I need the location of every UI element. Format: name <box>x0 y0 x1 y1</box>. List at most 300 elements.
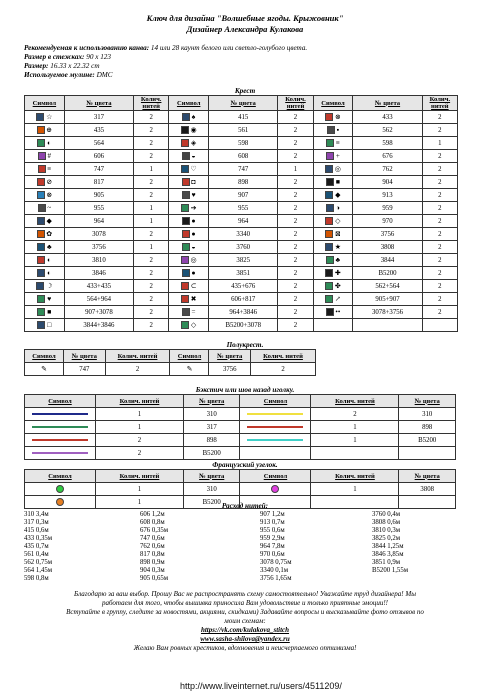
color-swatch <box>325 165 333 173</box>
cross-row <box>25 319 458 332</box>
color-swatch <box>37 139 45 147</box>
color-number: 3760 <box>209 241 278 254</box>
color-swatch <box>37 230 45 238</box>
half-header-cell: № цвета <box>63 350 105 363</box>
back-count: 2 <box>96 434 184 447</box>
color-swatch <box>37 217 45 225</box>
color-swatch <box>181 282 189 290</box>
thread-count: 2 <box>422 215 457 228</box>
color-swatch <box>182 230 190 238</box>
color-swatch <box>181 165 189 173</box>
thread-count: 2 <box>134 124 169 137</box>
thread-count: 1 <box>134 163 169 176</box>
half-header-cell: № цвета <box>209 350 251 363</box>
half-value: 3756 <box>209 363 251 376</box>
color-number: 415 <box>209 111 278 124</box>
color-swatch <box>38 204 46 212</box>
stitch-symbol: ◐ <box>47 255 52 264</box>
symbol-cell <box>169 280 209 293</box>
color-number: 3756 <box>353 228 422 241</box>
symbol-cell <box>25 254 65 267</box>
color-number: 955 <box>64 202 133 215</box>
stitch-symbol: ☆ <box>46 112 53 121</box>
thread-usage-entry: 3340 0,1м <box>260 567 289 574</box>
cross-header-cell: Символ <box>313 96 353 111</box>
color-number: 564+964 <box>64 293 133 306</box>
stitch-symbol: ≡ <box>47 164 52 173</box>
color-swatch <box>38 152 46 160</box>
back-count: 1 <box>311 434 399 447</box>
color-swatch <box>182 243 190 251</box>
thread-usage-entry: 959 2,9м <box>260 535 285 542</box>
thread-usage-entry: 561 0,4м <box>24 551 49 558</box>
back-count <box>311 447 399 460</box>
symbol-cell <box>25 137 65 150</box>
stitch-symbol: ⊘ <box>46 177 53 186</box>
half-section-title: Полукрест. <box>226 341 264 349</box>
symbol-cell <box>313 137 353 150</box>
thread-count: 2 <box>422 241 457 254</box>
thread-count: 2 <box>278 215 313 228</box>
thread-usage-entry: 907 1,2м <box>260 511 285 518</box>
color-swatch <box>325 282 333 290</box>
back-symbol <box>25 447 96 460</box>
cross-header-cell: Символ <box>169 96 209 111</box>
symbol-cell <box>313 267 353 280</box>
thread-count: 1 <box>134 215 169 228</box>
thread-count: 2 <box>134 176 169 189</box>
color-swatch <box>36 282 44 290</box>
color-swatch <box>326 256 334 264</box>
color-number: 904 <box>353 176 422 189</box>
stitch-symbol: ◑ <box>335 203 340 212</box>
backstitch-line <box>247 439 303 441</box>
color-swatch <box>325 191 333 199</box>
thread-count: 2 <box>422 111 457 124</box>
thread-count: 2 <box>134 293 169 306</box>
color-number: 3078 <box>64 228 133 241</box>
backstitch-line <box>32 452 88 454</box>
thread-usage-entry: 310 3,4м <box>24 511 49 518</box>
stitch-symbol: ⊗ <box>46 190 53 199</box>
color-number: 3844+3846 <box>64 319 133 332</box>
symbol-cell <box>25 202 65 215</box>
symbol-cell <box>25 215 65 228</box>
back-number <box>399 447 456 460</box>
cross-row <box>25 202 458 215</box>
color-number: 564 <box>64 137 133 150</box>
symbol-cell <box>25 150 65 163</box>
cross-row <box>25 280 458 293</box>
stitch-symbol: ● <box>191 268 196 277</box>
consume-col-4 <box>372 511 408 575</box>
color-swatch <box>181 139 189 147</box>
stitch-symbol: + <box>335 151 340 160</box>
stitch-symbol: ◐ <box>47 138 52 147</box>
cross-row <box>25 254 458 267</box>
symbol-cell <box>313 150 353 163</box>
color-number: 317 <box>64 111 133 124</box>
color-number: 955 <box>209 202 278 215</box>
backstitch-line <box>247 426 303 428</box>
cross-row <box>25 215 458 228</box>
stitch-symbol: ● <box>191 229 196 238</box>
stitch-symbol: # <box>47 151 51 160</box>
thread-count: 2 <box>278 111 313 124</box>
stitch-symbol: ● <box>191 216 196 225</box>
thread-usage-entry: 676 0,35м <box>140 527 169 534</box>
stitch-symbol: ◇ <box>335 216 341 225</box>
thread-usage-entry: 3810 0,3м <box>372 527 401 534</box>
stitch-symbol: ⊠ <box>334 229 341 238</box>
symbol-cell <box>169 293 209 306</box>
back-row <box>25 421 456 434</box>
color-number: 3844 <box>353 254 422 267</box>
color-swatch <box>37 243 45 251</box>
color-swatch <box>37 295 45 303</box>
back-count: 2 <box>96 447 184 460</box>
symbol-cell <box>169 228 209 241</box>
back-header-cell: № цвета <box>183 395 240 408</box>
thread-usage-entry: 3760 0,4м <box>372 511 401 518</box>
half-value: 2 <box>105 363 170 376</box>
thread-usage-entry: 3844 1,25м <box>372 543 404 550</box>
thread-usage-entry: 317 0,3м <box>24 519 49 526</box>
color-swatch <box>326 204 334 212</box>
thread-usage-entry: 817 0,8м <box>140 551 165 558</box>
thread-count: 2 <box>278 150 313 163</box>
color-number: 676 <box>353 150 422 163</box>
color-swatch <box>181 321 189 329</box>
back-header-cell: № цвета <box>399 395 456 408</box>
color-swatch <box>326 308 334 316</box>
thread-count: 1 <box>278 163 313 176</box>
color-swatch <box>327 126 335 134</box>
color-swatch <box>182 308 190 316</box>
back-number: B5200 <box>399 434 456 447</box>
cross-row <box>25 267 458 280</box>
back-count: 2 <box>311 408 399 421</box>
consume-col-2 <box>140 511 168 583</box>
french-header-cell: № цвета <box>183 470 240 483</box>
stitch-symbol: ♣ <box>46 242 52 251</box>
thread-usage-entry: 964 7,8м <box>260 543 285 550</box>
cross-row <box>25 137 458 150</box>
cross-header-cell: Колич. нитей <box>134 96 169 111</box>
back-header-cell: Колич. нитей <box>311 395 399 408</box>
french-header-cell: № цвета <box>399 470 456 483</box>
symbol-cell <box>313 189 353 202</box>
cross-header-cell: № цвета <box>353 96 422 111</box>
symbol-cell <box>313 254 353 267</box>
thread-usage-entry: 564 1,45м <box>24 567 53 574</box>
color-number: 964+3846 <box>209 306 278 319</box>
thread-count: 2 <box>134 189 169 202</box>
back-symbol <box>240 434 311 447</box>
thread-count: 2 <box>134 280 169 293</box>
symbol-cell <box>313 111 353 124</box>
symbol-cell <box>25 124 65 137</box>
color-number: 435 <box>64 124 133 137</box>
thread-count: 2 <box>422 189 457 202</box>
thread-usage-entry: 747 0,6м <box>140 535 165 542</box>
thread-count: 2 <box>422 202 457 215</box>
color-swatch <box>182 269 190 277</box>
french-row <box>25 483 456 496</box>
cross-header-cell: Символ <box>25 96 65 111</box>
color-number: 964 <box>209 215 278 228</box>
thread-count: 2 <box>278 202 313 215</box>
color-number: 3078+3756 <box>353 306 422 319</box>
symbol-cell <box>313 163 353 176</box>
symbol-cell <box>25 293 65 306</box>
back-header-cell: Символ <box>25 395 96 408</box>
french-number: 3808 <box>399 483 456 496</box>
half-row <box>25 363 316 376</box>
thread-count: 2 <box>278 319 313 332</box>
stitch-symbol: ✖ <box>190 294 197 303</box>
thread-usage-entry: 3078 0,75м <box>260 559 292 566</box>
stitch-symbol: ⊂ <box>190 281 197 290</box>
symbol-cell <box>313 319 353 332</box>
thread-count: 2 <box>278 124 313 137</box>
stitch-symbol: ◒ <box>191 242 196 251</box>
color-number: 3340 <box>209 228 278 241</box>
symbol-cell <box>169 306 209 319</box>
symbol-cell <box>25 163 65 176</box>
color-number: 905+907 <box>353 293 422 306</box>
stitch-symbol: ★ <box>334 242 341 251</box>
half-header-cell: Колич. нитей <box>105 350 170 363</box>
stitch-symbol: ≡ <box>335 138 340 147</box>
thread-count: 2 <box>422 293 457 306</box>
thread-usage-entry: 970 0,6м <box>260 551 285 558</box>
symbol-cell <box>169 124 209 137</box>
color-number: 817 <box>64 176 133 189</box>
symbol-cell <box>25 267 65 280</box>
color-number: 433 <box>353 111 422 124</box>
thread-count: 2 <box>422 267 457 280</box>
stitch-symbol: ◘ <box>191 177 196 186</box>
half-value: 747 <box>63 363 105 376</box>
thread-count: 1 <box>422 137 457 150</box>
back-row <box>25 434 456 447</box>
thread-usage-entry: 562 0,75м <box>24 559 53 566</box>
symbol-cell <box>313 280 353 293</box>
color-number: 762 <box>353 163 422 176</box>
stitch-symbol: ◉ <box>190 125 197 134</box>
half-header-cell: Символ <box>170 350 209 363</box>
thread-count: 2 <box>422 306 457 319</box>
color-swatch <box>182 113 190 121</box>
thread-count: 2 <box>422 150 457 163</box>
stitch-symbol: ♡ <box>190 164 197 173</box>
french-header-cell: Символ <box>25 470 96 483</box>
thread-count: 2 <box>134 267 169 280</box>
symbol-cell <box>169 137 209 150</box>
color-number: 959 <box>353 202 422 215</box>
color-swatch <box>182 217 190 225</box>
stitch-symbol: ◎ <box>334 164 341 173</box>
color-number: 970 <box>353 215 422 228</box>
stitch-symbol: ■ <box>47 307 52 316</box>
symbol-cell <box>313 228 353 241</box>
thread-usage-entry: 3851 0,9м <box>372 559 401 566</box>
color-number: 747 <box>64 163 133 176</box>
color-number: 435+676 <box>209 280 278 293</box>
cross-row <box>25 228 458 241</box>
stitch-symbol: ⊗ <box>334 112 341 121</box>
stitch-symbol: •• <box>335 307 341 316</box>
color-number: 898 <box>209 176 278 189</box>
cross-row <box>25 111 458 124</box>
symbol-cell <box>313 124 353 137</box>
back-number: 898 <box>399 421 456 434</box>
color-swatch <box>38 165 46 173</box>
color-number: 747 <box>209 163 278 176</box>
thread-count: 2 <box>278 241 313 254</box>
symbol-cell <box>169 176 209 189</box>
back-number: 310 <box>183 408 240 421</box>
back-symbol <box>25 421 96 434</box>
thread-count: 2 <box>422 280 457 293</box>
back-count: 1 <box>311 421 399 434</box>
color-swatch <box>326 139 334 147</box>
stitch-symbol: ~ <box>47 203 52 212</box>
back-header-cell: Символ <box>240 395 311 408</box>
cross-section-title: Крест <box>234 87 256 95</box>
thread-usage-entry: 598 0,8м <box>24 575 49 582</box>
stitch-symbol: ✿ <box>46 229 53 238</box>
back-symbol <box>240 447 311 460</box>
back-number: 317 <box>183 421 240 434</box>
stitch-symbol: ☽ <box>46 281 53 290</box>
color-number: 562 <box>353 124 422 137</box>
cross-row <box>25 189 458 202</box>
color-swatch <box>181 126 189 134</box>
color-number: 964 <box>64 215 133 228</box>
back-number: 898 <box>183 434 240 447</box>
back-table <box>24 394 456 460</box>
french-symbol <box>240 483 311 496</box>
stitch-symbol: ■ <box>335 177 340 186</box>
thread-count: 2 <box>422 163 457 176</box>
stitch-symbol: ♥ <box>191 190 196 199</box>
thread-count: 2 <box>134 319 169 332</box>
thread-count: 2 <box>278 254 313 267</box>
cross-row <box>25 241 458 254</box>
thread-count: 2 <box>422 254 457 267</box>
french-header-row <box>25 470 456 483</box>
backstitch-line <box>32 426 88 428</box>
color-number: 3808 <box>353 241 422 254</box>
thread-count: 1 <box>134 241 169 254</box>
back-count: 1 <box>96 408 184 421</box>
color-number: 608 <box>209 150 278 163</box>
thread-usage-entry: 898 0,9м <box>140 559 165 566</box>
thread-count: 2 <box>278 228 313 241</box>
color-number: 3851 <box>209 267 278 280</box>
info-block: Рекомендуемая к использованию канва: 14 или 28 каунт белого или светло-голубого цвета. Размер в стежках: 90 х 123 Размер: 16.33 х 22.32 cm Используемое мулине: DMC <box>24 44 308 79</box>
symbol-cell <box>313 202 353 215</box>
french-knot-dot <box>56 485 64 493</box>
stitch-symbol: ◈ <box>190 138 197 147</box>
color-swatch <box>326 178 334 186</box>
thread-usage-entry: 3808 0,6м <box>372 519 401 526</box>
symbol-cell <box>169 267 209 280</box>
thread-count: 2 <box>134 228 169 241</box>
backstitch-line <box>32 439 88 441</box>
back-symbol <box>240 408 311 421</box>
color-number: 598 <box>209 137 278 150</box>
symbol-cell <box>169 215 209 228</box>
color-swatch <box>325 243 333 251</box>
consume-col-1 <box>24 511 52 583</box>
cross-header-cell: № цвета <box>64 96 133 111</box>
thread-count: 2 <box>422 176 457 189</box>
color-swatch <box>37 178 45 186</box>
thread-usage-entry: 762 0,6м <box>140 543 165 550</box>
stitch-symbol: ◆ <box>46 216 52 225</box>
thread-count: 2 <box>134 111 169 124</box>
color-swatch <box>182 191 190 199</box>
half-header-cell: Символ <box>25 350 64 363</box>
stitch-symbol: ⊕ <box>46 125 53 134</box>
symbol-cell <box>25 319 65 332</box>
thread-count: 2 <box>134 254 169 267</box>
half-value: 2 <box>251 363 316 376</box>
color-number: 3846 <box>64 267 133 280</box>
back-number: B5200 <box>183 447 240 460</box>
consume-section-title: Расход нитей: <box>221 502 269 510</box>
symbol-cell <box>25 189 65 202</box>
stitch-symbol: ◒ <box>191 151 196 160</box>
back-section-title: Бэкстич или шов назад иголку. <box>195 386 295 394</box>
color-number: B5200+3078 <box>209 319 278 332</box>
thread-usage-entry: 955 0,6м <box>260 527 285 534</box>
thread-usage-entry: 3846 3,85м <box>372 551 404 558</box>
cross-row <box>25 293 458 306</box>
cross-row <box>25 163 458 176</box>
thread-usage-entry: 904 0,3м <box>140 567 165 574</box>
color-number <box>353 319 422 332</box>
french-count: 1 <box>96 496 184 509</box>
thread-count: 2 <box>278 137 313 150</box>
half-table <box>24 349 316 376</box>
french-count: 1 <box>311 483 399 496</box>
symbol-cell <box>169 111 209 124</box>
symbol-cell <box>169 150 209 163</box>
color-swatch <box>181 295 189 303</box>
symbol-cell <box>25 241 65 254</box>
stitch-symbol: ▪ <box>336 125 340 134</box>
symbol-cell <box>313 241 353 254</box>
vk-link[interactable]: https://vk.com/kulakova_stitch <box>200 626 290 634</box>
symbol-cell <box>25 280 65 293</box>
color-swatch <box>37 256 45 264</box>
symbol-cell <box>25 176 65 189</box>
email-link[interactable]: www.sasha-shilova@yandex.ru <box>200 635 290 643</box>
color-number: 913 <box>353 189 422 202</box>
half-symbol: ✎ <box>25 363 64 376</box>
color-swatch <box>326 152 334 160</box>
back-row <box>25 447 456 460</box>
color-swatch <box>325 295 333 303</box>
back-row <box>25 408 456 421</box>
color-swatch <box>37 126 45 134</box>
stitch-symbol: ✚ <box>334 268 341 277</box>
thread-count: 2 <box>422 124 457 137</box>
